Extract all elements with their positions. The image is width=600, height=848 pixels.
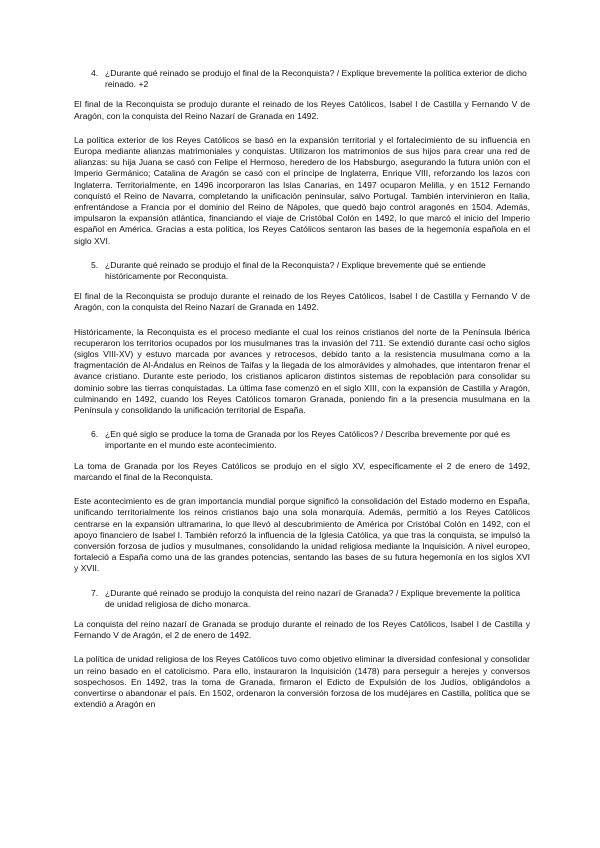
question-number: 6. [91, 429, 99, 440]
question-number: 4. [91, 68, 99, 78]
question-text: ¿Durante qué reinado se produjo el final de la Reconquista? / Explique brevemente la política exterior de dicho reinado. +2 [105, 68, 527, 90]
question-text: ¿En qué siglo se produce la toma de Granada por los Reyes Católicos? / Describa brevemente por qué es importante en el mundo este acontecimiento. [105, 429, 511, 451]
answer-paragraph: El final de la Reconquista se produjo durante el reinado de los Reyes Católicos, Isabel I de Castilla y Fernando V de Aragón, con la conquista del Reino Nazarí de Granada en 1492. [74, 291, 530, 313]
answer-paragraph: La política exterior de los Reyes Católicos se basó en la expansión territorial y el fortalecimiento de su influencia en Europa mediante alianzas matrimoniales y conquistas. Utilizaron los matrimonios de sus hijos para crear una red de alianzas: su hija Juana se casó con Felipe el Hermoso, heredero de los Habsburgo, asegurando la futura unión con el Imperio Germánico; Catalina de Aragón se casó con el príncipe de Inglaterra, Enrique VIII, reforzando los lazos con Inglaterra. Territorialmente, en 1496 incorporaron las Islas Canarias, en 1497 ocuparon Melilla, y en 1512 Fernando conquistó el Reino de Navarra, completando la unificación peninsular, salvo Portugal. También intervinieron en Italia, enfrentándose a Francia por el dominio del Reino de Nápoles, que quedó bajo control aragonés en 1504. Además, impulsaron la expansión atlántica, financiando el viaje de Cristóbal Colón en 1492, lo que marcó el inicio del Imperio español en América. Gracias a esta política, los Reyes Católicos sentaron las bases de la hegemonía española en el siglo XVI. [74, 134, 530, 246]
question-5 [91, 260, 530, 282]
question-4 [91, 68, 530, 90]
question-number: 7. [91, 587, 99, 598]
question-text: ¿Durante qué reinado se produjo el final de la Reconquista? / Explique brevemente qué se entiende históricamente por Reconquista. [105, 259, 486, 282]
answer-paragraph: La toma de Granada por los Reyes Católicos se produjo en el siglo XV, específicamente el 2 de enero de 1492, marcando el final de la Reconquista. [74, 460, 530, 482]
answer-paragraph: Este acontecimiento es de gran importancia mundial porque significó la consolidación del Estado moderno en España, unificando territorialmente los reinos cristianos bajo una sola monarquía. Además, permitió a los Reyes Católicos centrarse en la expansión ultramarina, lo que llevó al descubrimiento de América por Cristóbal Colón en 1492, con el apoyo financiero de Isabel I. También reforzó la influencia de la Iglesia Católica, ya que tras la conquista, se impulsó la conversión forzosa de judíos y musulmanes, consolidando la unidad religiosa mediante la Inquisición. A nivel europeo, fortaleció a España como una de las grandes potencias, sentando las bases de su futura hegemonía en los siglos XVI y XVII. [74, 496, 530, 574]
answer-paragraph: El final de la Reconquista se produjo durante el reinado de los Reyes Católicos, Isabel I de Castilla y Fernando V de Aragón, con la conquista del Reino Nazarí de Granada en 1492. [74, 99, 530, 121]
question-text: ¿Durante qué reinado se produjo la conquista del reino nazarí de Granada? / Explique brevemente la política de unidad religiosa de dicho monarca. [105, 587, 521, 609]
question-6 [91, 429, 530, 451]
question-7 [91, 588, 530, 610]
answer-paragraph: La conquista del reino nazarí de Granada se produjo durante el reinado de los Reyes Católicos, Isabel I de Castilla y Fernando V de Aragón, el 2 de enero de 1492. [74, 618, 530, 641]
answer-paragraph: La política de unidad religiosa de los Reyes Católicos tuvo como objetivo eliminar la diversidad confesional y consolidar un reino basado en el catolicismo. Para ello, instauraron la Inquisición (1478) para perseguir a herejes y conversos sospechosos. En 1492, tras la toma de Granada, firmaron el Edicto de Expulsión de los Judíos, obligándolos a convertirse o abandonar el país. En 1502, ordenaron la conversión forzosa de los mudéjares en Castilla, política que se extendió a Aragón en [74, 654, 530, 710]
answer-paragraph: Históricamente, la Reconquista es el proceso mediante el cual los reinos cristianos del norte de la Península Ibérica recuperaron los territorios ocupados por los musulmanes tras la invasión del 711. Se extendió durante casi ocho siglos (siglos VIII-XV) y estuvo marcada por avances y retrocesos, debido tanto a la resistencia musulmana como a la fragmentación de Al-Ándalus en Reinos de Taifas y la llegada de los almorávides y almohades, que intentaron frenar el avance cristiano. Durante este periodo, los cristianos aplicaron distintos sistemas de repoblación para consolidar su dominio sobre las tierras conquistadas. La última fase comenzó en el siglo XIII, con la expansión de Castilla y Aragón, culminando en 1492, cuando los Reyes Católicos tomaron Granada, poniendo fin a la presencia musulmana en la Península y consolidando la unificación territorial de España. [74, 326, 530, 416]
document-page [74, 68, 530, 719]
question-number: 5. [91, 259, 99, 270]
